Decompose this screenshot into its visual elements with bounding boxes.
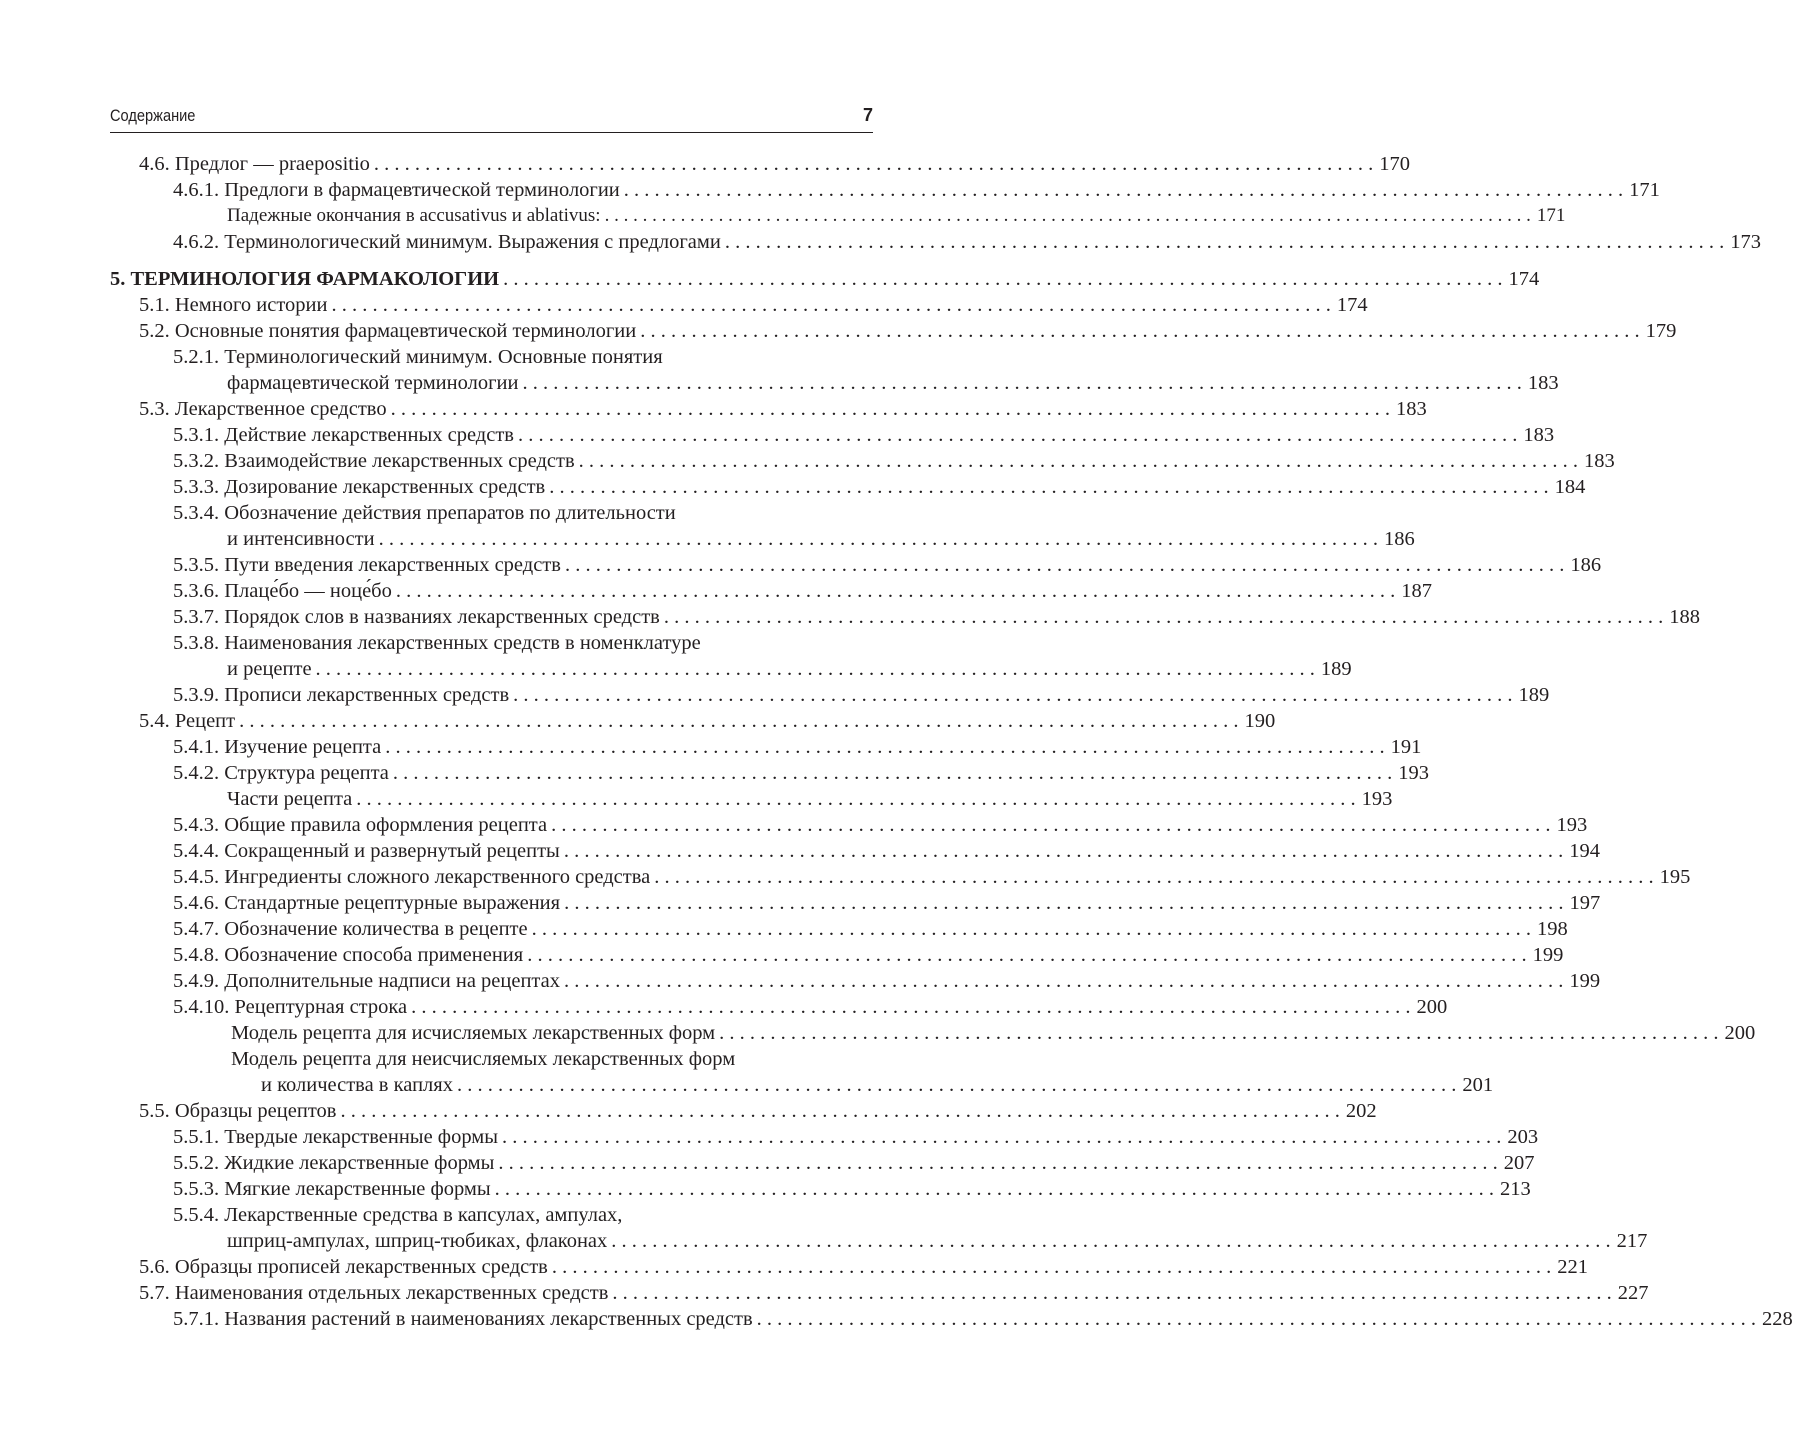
toc-entry-page: 190 <box>1244 710 1276 732</box>
toc-entry-title: 5.5.1. Твердые лекарственные формы <box>173 1126 499 1148</box>
toc-leader-dots <box>379 526 1378 552</box>
toc-entry-title: 5.4.10. Рецептурная строка <box>173 996 408 1018</box>
toc-entry-page: 186 <box>1383 528 1415 550</box>
toc-entry-page: 193 <box>1361 788 1393 810</box>
toc-entry-page: 187 <box>1401 580 1432 602</box>
toc-entry <box>110 578 1432 604</box>
toc-leader-dots <box>502 1124 1501 1150</box>
toc-entry-page: 198 <box>1537 918 1568 940</box>
toc-entry-page: 191 <box>1390 736 1422 758</box>
toc-leader-dots <box>552 1254 1551 1280</box>
toc-chapter-title: 5. ТЕРМИНОЛОГИЯ ФАРМАКОЛОГИИ <box>110 268 500 290</box>
toc-entry <box>110 734 1422 760</box>
toc-entry-continuation <box>110 370 1559 396</box>
toc-leader-dots <box>605 203 1531 229</box>
toc-entry-page: 174 <box>1508 268 1540 290</box>
toc-entry-page: 184 <box>1554 476 1586 498</box>
toc-entry-title: Падежные окончания в accusativus и ablativus: <box>227 205 601 226</box>
toc-entry <box>110 1124 1539 1150</box>
toc-entry-title: шприц-ампулах, шприц-тюбиках, флаконах <box>227 1230 608 1252</box>
toc-leader-dots <box>551 812 1550 838</box>
toc-leader-dots <box>391 396 1390 422</box>
toc-entry <box>110 500 873 526</box>
toc-entry-page: 183 <box>1584 450 1615 472</box>
toc-entry <box>110 838 1600 864</box>
table-of-contents <box>110 151 1793 1332</box>
toc-entry-page: 199 <box>1569 970 1601 992</box>
toc-leader-dots <box>565 552 1564 578</box>
toc-entry <box>110 203 1566 229</box>
toc-entry-title: 5.5. Образцы рецептов <box>139 1100 337 1122</box>
toc-leader-dots <box>374 151 1373 177</box>
toc-entry <box>110 604 1700 630</box>
toc-entry <box>110 474 1586 500</box>
toc-entry <box>110 552 1602 578</box>
toc-leader-dots <box>396 578 1395 604</box>
toc-entry-title: 5.5.3. Мягкие лекарственные формы <box>173 1178 491 1200</box>
toc-entry-title: 5.4.3. Общие правила оформления рецепта <box>173 814 548 836</box>
toc-leader-dots <box>719 1020 1718 1046</box>
toc-entry-title: 5.3.3. Дозирование лекарственных средств <box>173 476 546 498</box>
toc-leader-dots <box>340 1098 1339 1124</box>
toc-entry-page: 179 <box>1645 320 1677 342</box>
running-header <box>110 106 873 133</box>
toc-entry <box>110 1098 1377 1124</box>
toc-entry <box>110 396 1427 422</box>
toc-entry-title: 4.6.1. Предлоги в фармацевтической терминологии <box>173 179 620 201</box>
toc-entry-title: 5.4.4. Сокращенный и развернутый рецепты <box>173 840 560 862</box>
toc-entry-title: 5.4.6. Стандартные рецептурные выражения <box>173 892 561 914</box>
toc-entry <box>110 708 1276 734</box>
toc-leader-dots <box>393 760 1392 786</box>
toc-leader-dots <box>664 604 1663 630</box>
toc-entry-page: 194 <box>1569 840 1600 862</box>
toc-leader-dots <box>532 916 1531 942</box>
toc-entry-continuation <box>110 1228 1648 1254</box>
toc-entry-continuation <box>110 526 1415 552</box>
toc-entry-page: 213 <box>1500 1178 1531 1200</box>
toc-entry-title: и интенсивности <box>227 528 375 550</box>
toc-entry-title: 5.5.4. Лекарственные средства в капсулах, ампулах, <box>173 1204 623 1226</box>
toc-leader-dots <box>411 994 1410 1020</box>
toc-entry <box>110 630 873 656</box>
toc-entry <box>110 422 1555 448</box>
toc-leader-dots <box>611 1228 1610 1254</box>
toc-entry-title: и рецепте <box>227 658 312 680</box>
toc-entry-title: 5.6. Образцы прописей лекарственных средств <box>139 1256 548 1278</box>
toc-leader-dots <box>654 864 1653 890</box>
toc-entry-title: 5.7.1. Названия растений в наименованиях лекарственных средств <box>173 1308 753 1330</box>
toc-entry-page: 193 <box>1556 814 1588 836</box>
toc-chapter-entry <box>110 266 1540 292</box>
toc-entry <box>110 1176 1531 1202</box>
toc-entry-page: 227 <box>1617 1282 1649 1304</box>
toc-entry-page: 174 <box>1336 294 1368 316</box>
toc-entry-page: 207 <box>1503 1152 1535 1174</box>
toc-leader-dots <box>612 1280 1611 1306</box>
toc-entry <box>110 890 1601 916</box>
toc-entry <box>110 344 873 370</box>
toc-leader-dots <box>503 266 1502 292</box>
toc-entry-title: 5.3.7. Порядок слов в названиях лекарственных средств <box>173 606 660 628</box>
toc-entry <box>110 812 1588 838</box>
toc-entry-title: 5.1. Немного истории <box>139 294 328 316</box>
toc-entry-page: 188 <box>1669 606 1700 628</box>
toc-leader-dots <box>640 318 1639 344</box>
toc-entry-title: 5.4. Рецепт <box>139 710 236 732</box>
toc-entry <box>110 760 1430 786</box>
toc-entry <box>110 994 1448 1020</box>
toc-entry <box>110 1046 873 1072</box>
toc-entry-title: 5.4.8. Обозначение способа применения <box>173 944 524 966</box>
toc-entry-page: 186 <box>1570 554 1602 576</box>
toc-entry <box>110 1306 1793 1332</box>
toc-entry-title: 5.3.9. Прописи лекарственных средств <box>173 684 510 706</box>
toc-entry-title: 5.3.1. Действие лекарственных средств <box>173 424 514 446</box>
toc-entry-page: 193 <box>1398 762 1430 784</box>
toc-entry <box>110 682 1550 708</box>
toc-entry-title: 5.3. Лекарственное средство <box>139 398 387 420</box>
toc-entry-page: 200 <box>1416 996 1448 1018</box>
toc-entry-title: Модель рецепта для исчисляемых лекарственных форм <box>231 1022 716 1044</box>
toc-entry-title: 4.6. Предлог — praepositio <box>139 153 370 175</box>
toc-leader-dots <box>549 474 1548 500</box>
toc-entry-page: 221 <box>1557 1256 1588 1278</box>
toc-leader-dots <box>495 1176 1494 1202</box>
toc-entry-title: 5.4.5. Ингредиенты сложного лекарственного средства <box>173 866 651 888</box>
toc-entry <box>110 1150 1535 1176</box>
toc-entry-title: 5.3.2. Взаимодействие лекарственных средств <box>173 450 575 472</box>
toc-leader-dots <box>725 229 1724 255</box>
toc-entry-page: 200 <box>1724 1022 1756 1044</box>
toc-entry-title: Модель рецепта для неисчисляемых лекарственных форм <box>231 1048 736 1070</box>
toc-entry-page: 183 <box>1395 398 1427 420</box>
toc-entry-page: 170 <box>1379 153 1411 175</box>
toc-entry-page: 183 <box>1523 424 1555 446</box>
toc-entry-title: 5.3.8. Наименования лекарственных средств в номенклатуре <box>173 632 701 654</box>
toc-entry-title: 5.2. Основные понятия фармацевтической терминологии <box>139 320 637 342</box>
toc-entry <box>110 968 1601 994</box>
toc-entry-page: 217 <box>1616 1230 1648 1252</box>
toc-leader-dots <box>457 1072 1456 1098</box>
toc-leader-dots <box>385 734 1384 760</box>
toc-entry-title: и количества в каплях <box>261 1074 453 1096</box>
toc-leader-dots <box>527 942 1526 968</box>
toc-leader-dots <box>564 890 1563 916</box>
toc-entry-page: 199 <box>1532 944 1564 966</box>
toc-leader-dots <box>331 292 1330 318</box>
toc-entry-continuation <box>110 1072 1494 1098</box>
toc-entry-page: 173 <box>1730 231 1761 253</box>
toc-entry-title: 5.5.2. Жидкие лекарственные формы <box>173 1152 495 1174</box>
toc-entry-title: 4.6.2. Терминологический минимум. Выражения с предлогами <box>173 231 721 253</box>
toc-entry-page: 195 <box>1659 866 1691 888</box>
toc-entry <box>110 916 1568 942</box>
toc-leader-dots <box>564 968 1563 994</box>
toc-entry-title: Части рецепта <box>227 788 353 810</box>
toc-entry <box>110 151 1411 177</box>
toc-entry-page: 171 <box>1536 205 1566 226</box>
toc-leader-dots <box>522 370 1521 396</box>
toc-entry-page: 201 <box>1462 1074 1494 1096</box>
toc-entry-title: 5.2.1. Терминологический минимум. Основные понятия <box>173 346 663 368</box>
toc-entry <box>110 177 1660 203</box>
toc-leader-dots <box>513 682 1512 708</box>
toc-entry-title: 5.3.5. Пути введения лекарственных средств <box>173 554 561 576</box>
running-header-title: Содержание <box>110 106 196 125</box>
toc-leader-dots <box>624 177 1623 203</box>
toc-entry-title: 5.7. Наименования отдельных лекарственных средств <box>139 1282 609 1304</box>
toc-entry-page: 189 <box>1518 684 1550 706</box>
toc-leader-dots <box>579 448 1578 474</box>
toc-leader-dots <box>239 708 1238 734</box>
toc-entry-title: 5.4.1. Изучение рецепта <box>173 736 382 758</box>
page-number: 7 <box>862 105 873 125</box>
toc-entry-page: 203 <box>1507 1126 1539 1148</box>
toc-leader-dots <box>356 786 1355 812</box>
toc-entry <box>110 942 1564 968</box>
toc-entry <box>110 864 1691 890</box>
toc-entry <box>110 786 1393 812</box>
toc-entry <box>110 318 1677 344</box>
toc-entry <box>110 229 1761 255</box>
toc-entry-title: фармацевтической терминологии <box>227 372 519 394</box>
toc-entry-title: 5.4.9. Дополнительные надписи на рецептах <box>173 970 560 992</box>
toc-entry-page: 202 <box>1345 1100 1377 1122</box>
toc-leader-dots <box>757 1306 1756 1332</box>
toc-leader-dots <box>498 1150 1497 1176</box>
toc-entry-page: 228 <box>1762 1308 1793 1330</box>
toc-entry <box>110 448 1615 474</box>
toc-entry-title: 5.3.4. Обозначение действия препаратов по длительности <box>173 502 676 524</box>
toc-entry-page: 189 <box>1320 658 1352 680</box>
toc-entry-title: 5.4.7. Обозначение количества в рецепте <box>173 918 528 940</box>
toc-leader-dots <box>564 838 1563 864</box>
toc-leader-dots <box>316 656 1315 682</box>
toc-entry-title: 5.4.2. Структура рецепта <box>173 762 389 784</box>
toc-leader-dots <box>518 422 1517 448</box>
toc-entry <box>110 292 1368 318</box>
toc-entry-continuation <box>110 656 1352 682</box>
toc-entry-page: 183 <box>1527 372 1559 394</box>
toc-entry-title: 5.3.6. Плаце́бо — ноце́бо <box>173 580 392 602</box>
toc-entry <box>110 1020 1756 1046</box>
toc-entry-page: 171 <box>1629 179 1660 201</box>
toc-entry <box>110 1280 1649 1306</box>
toc-entry-page: 197 <box>1569 892 1601 914</box>
toc-entry <box>110 1202 873 1228</box>
toc-entry <box>110 1254 1588 1280</box>
